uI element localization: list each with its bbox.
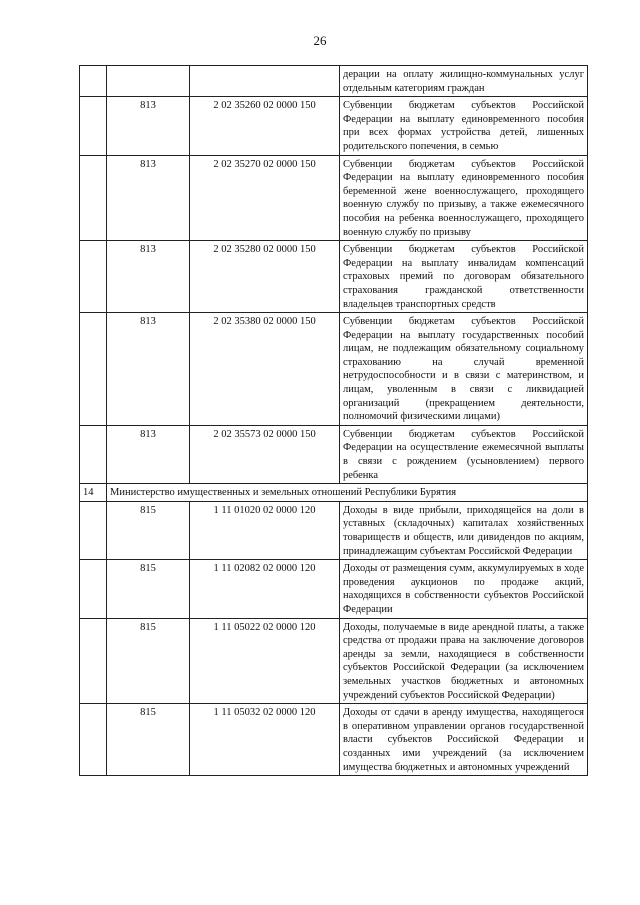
budget-classification-code: 1 11 05032 02 0000 120: [190, 704, 340, 776]
budget-classification-code: 2 02 35260 02 0000 150: [190, 97, 340, 155]
revenue-description: Доходы в виде прибыли, приходящейся на доли в уставных (складочных) капиталах хозяйственных товариществ и обществ, или дивидендов по акциям, принадлежащим субъектам Российской Федерации: [340, 501, 588, 559]
row-number: [80, 241, 107, 313]
row-number: [80, 425, 107, 483]
table-row: [80, 704, 588, 776]
row-number: [80, 560, 107, 618]
admin-code: 815: [107, 618, 190, 704]
revenue-description: Субвенции бюджетам субъектов Российской Федерации на осуществление ежемесячной выплаты в связи с рождением (усыновлением) первого ребенка: [340, 425, 588, 483]
table-row: [80, 560, 588, 618]
row-number: [80, 66, 107, 97]
table-row: [80, 66, 588, 97]
table-row: [80, 501, 588, 559]
revenue-description: дерации на оплату жилищно-коммунальных услуг отдельным категориям граждан: [340, 66, 588, 97]
revenue-description: Доходы от размещения сумм, аккумулируемых в ходе проведения аукционов по продаже акций, находящихся в собственности субъектов Российской Федерации: [340, 560, 588, 618]
admin-code: 813: [107, 425, 190, 483]
row-number: [80, 618, 107, 704]
admin-code: 813: [107, 155, 190, 241]
ministry-row: [80, 484, 588, 502]
row-number: [80, 313, 107, 426]
table-row: [80, 155, 588, 241]
table-row: [80, 313, 588, 426]
row-number: [80, 501, 107, 559]
admin-code: 813: [107, 241, 190, 313]
revenue-description: Доходы, получаемые в виде арендной платы, а также средства от продажи права на заключение договоров аренды за земли, находящиеся в собственности субъектов Российской Федерации (за исключением земельных участков бюджетных и автономных учреждений субъектов Российской Федерации): [340, 618, 588, 704]
budget-classification-code: 1 11 01020 02 0000 120: [190, 501, 340, 559]
revenue-description: Субвенции бюджетам субъектов Российской Федерации на выплату государственных пособий лицам, не подлежащим обязательному социальному страхованию на случай временной нетрудоспособности и в связи с материнством, и лицам, уволенным в связи с ликвидацией организаций (прекращением деятельности, полномочий физическими лицами): [340, 313, 588, 426]
row-number: [80, 704, 107, 776]
revenue-description: Субвенции бюджетам субъектов Российской Федерации на выплату единовременного пособия при всех формах устройства детей, лишенных родительского попечения, в семью: [340, 97, 588, 155]
admin-code: 815: [107, 560, 190, 618]
page-number: 26: [313, 33, 327, 48]
admin-code: 813: [107, 313, 190, 426]
admin-code: 815: [107, 501, 190, 559]
table-row: [80, 618, 588, 704]
table-row: [80, 425, 588, 483]
revenue-description: Субвенции бюджетам субъектов Российской Федерации на выплату единовременного пособия беременной жене военнослужащего, проходящего военную службу по призыву, а также ежемесячного пособия на ребенка военнослужащего, проходящего военную службу по призыву: [340, 155, 588, 241]
budget-classification-code: [190, 66, 340, 97]
table-body: [80, 66, 588, 776]
budget-classification-code: 2 02 35280 02 0000 150: [190, 241, 340, 313]
table-row: [80, 97, 588, 155]
admin-code: 815: [107, 704, 190, 776]
ministry-name: Министерство имущественных и земельных отношений Республики Бурятия: [107, 484, 588, 502]
revenue-codes-table: [79, 65, 588, 776]
budget-classification-code: 1 11 05022 02 0000 120: [190, 618, 340, 704]
row-number: 14: [80, 484, 107, 502]
revenue-description: Доходы от сдачи в аренду имущества, находящегося в оперативном управлении органов государственной власти субъектов Российской Федерации и созданных ими учреждений (за исключением имущества бюджетных и автономных учреждений: [340, 704, 588, 776]
table-row: [80, 241, 588, 313]
row-number: [80, 155, 107, 241]
revenue-description: Субвенции бюджетам субъектов Российской Федерации на выплату инвалидам компенсаций страховых премий по договорам обязательного страхования гражданской ответственности владельцев транспортных средств: [340, 241, 588, 313]
admin-code: [107, 66, 190, 97]
budget-classification-code: 2 02 35380 02 0000 150: [190, 313, 340, 426]
budget-classification-code: 2 02 35573 02 0000 150: [190, 425, 340, 483]
budget-classification-code: 2 02 35270 02 0000 150: [190, 155, 340, 241]
admin-code: 813: [107, 97, 190, 155]
budget-classification-code: 1 11 02082 02 0000 120: [190, 560, 340, 618]
row-number: [80, 97, 107, 155]
